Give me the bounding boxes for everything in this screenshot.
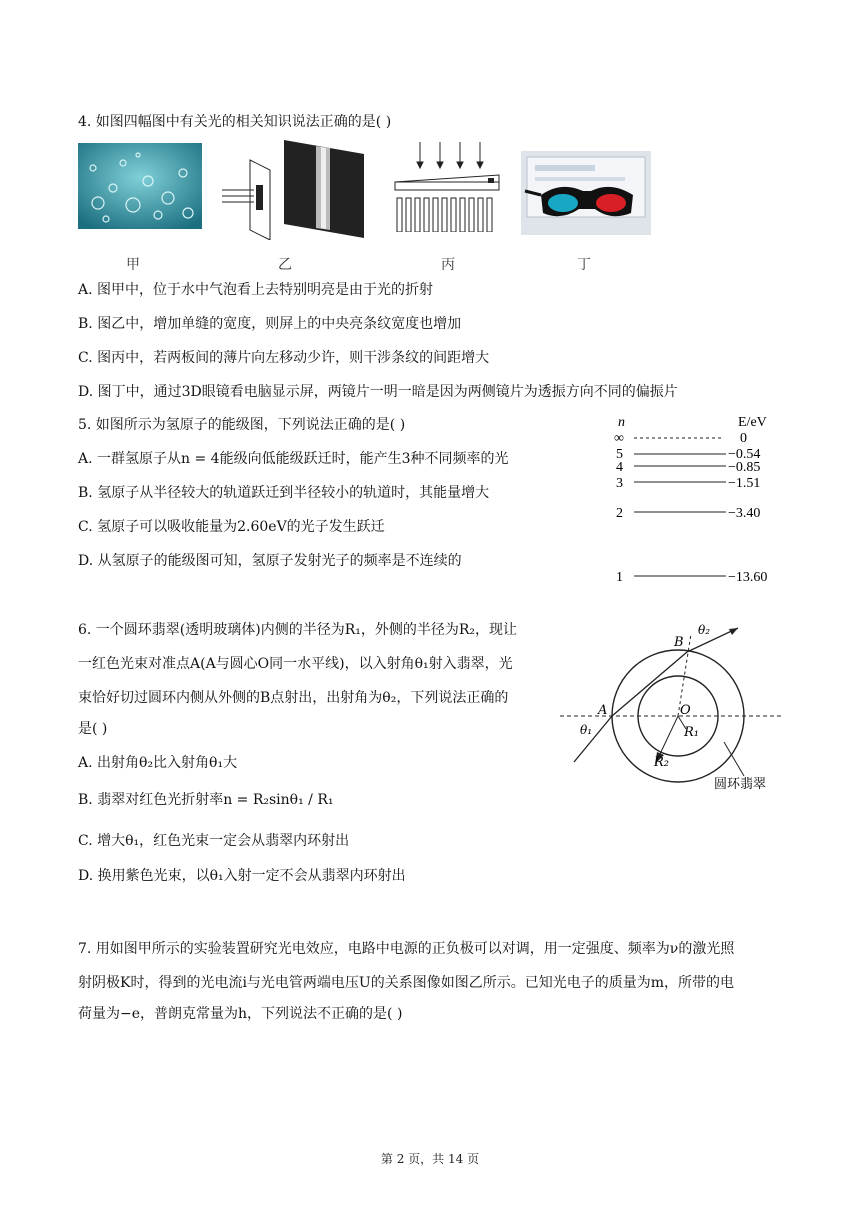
level-e-3: −1.51 [728, 476, 761, 491]
level-n-inf: ∞ [614, 431, 624, 446]
level-n-2: 2 [616, 506, 623, 521]
image-bubbles [78, 143, 202, 229]
label-ring-jade: 圆环翡翠 [714, 777, 767, 792]
label-theta2: θ₂ [698, 623, 711, 637]
q5-option-d: D. 从氢原子的能级图可知，氢原子发射光子的频率是不连续的 [78, 553, 462, 569]
energy-level-diagram [606, 408, 796, 593]
caption-jia: 甲 [126, 257, 140, 273]
q7-line-3: 荷量为−e，普朗克常量为h，下列说法不正确的是( ) [78, 1006, 403, 1022]
label-theta1: θ₁ [580, 723, 593, 737]
q4-title: 4. 如图四幅图中有关光的相关知识说法正确的是( ) [78, 114, 392, 130]
q6-option-d: D. 换用紫色光束，以θ₁入射一定不会从翡翠内环射出 [78, 868, 406, 884]
header-n: n [618, 415, 625, 430]
level-n-5: 5 [616, 447, 623, 462]
q5-option-c: C. 氢原子可以吸收能量为2.60eV的光子发生跃迁 [78, 519, 385, 535]
level-n-1: 1 [616, 570, 623, 585]
label-r2: R₂ [654, 755, 669, 770]
q6-line-3: 束恰好切过圆环内侧从外侧的B点射出，出射角为θ₂，下列说法正确的 [78, 690, 509, 706]
level-e-4: −0.85 [728, 460, 761, 475]
caption-bing: 丙 [441, 257, 455, 273]
header-energy: E/eV [738, 415, 767, 430]
level-e-1: −13.60 [728, 570, 768, 585]
label-b: B [674, 635, 684, 650]
level-e-inf: 0 [740, 431, 747, 446]
q6-line-1: 6. 一个圆环翡翠(透明玻璃体)内侧的半径为R₁，外侧的半径为R₂，现让 [78, 622, 518, 638]
ring-pointer [724, 742, 744, 776]
q7-line-2: 射阴极K时，得到的光电流i与光电管两端电压U的关系图像如图乙所示。已知光电子的质量为m，所带的电 [78, 975, 735, 991]
q5-option-b: B. 氢原子从半径较大的轨道跃迁到半径较小的轨道时，其能量增大 [78, 485, 490, 501]
q6-line-4: 是( ) [78, 721, 108, 737]
level-e-5: −0.54 [728, 447, 761, 462]
caption-ding: 丁 [577, 257, 591, 273]
image-thin-film [392, 140, 504, 232]
q5-option-a: A. 一群氢原子从n = 4能级向低能级跃迁时，能产生3种不同频率的光 [78, 451, 509, 467]
refracted-ray [612, 652, 687, 716]
label-r1: R₁ [684, 725, 699, 740]
q4-option-d: D. 图丁中，通过3D眼镜看电脑显示屏，两镜片一明一暗是因为两侧镜片为透振方向不同的偏振片 [78, 384, 678, 400]
q6-option-a: A. 出射角θ₂比入射角θ₁大 [78, 755, 238, 771]
page-footer: 第 2 页，共 14 页 [380, 1152, 480, 1166]
radius-r2 [660, 716, 678, 754]
label-o: O [680, 703, 691, 718]
label-a: A [598, 703, 608, 718]
image-3d-glasses [521, 151, 651, 235]
image-single-slit [222, 140, 372, 240]
q7-line-1: 7. 用如图甲所示的实验装置研究光电效应，电路中电源的正负极可以对调，用一定强度、频率为ν的激光照 [78, 941, 735, 957]
q6-line-2: 一红色光束对准点A(A与圆心O同一水平线)，以入射角θ₁射入翡翠，光 [78, 656, 513, 672]
ring-jade-diagram [556, 614, 786, 794]
level-n-3: 3 [616, 476, 623, 491]
q6-option-b: B. 翡翠对红色光折射率n = R₂sinθ₁ / R₁ [78, 792, 334, 808]
q4-option-b: B. 图乙中，增加单缝的宽度，则屏上的中央亮条纹宽度也增加 [78, 316, 462, 332]
q4-option-a: A. 图甲中，位于水中气泡看上去特别明亮是由于光的折射 [78, 282, 434, 298]
q6-option-c: C. 增大θ₁，红色光束一定会从翡翠内环射出 [78, 833, 350, 849]
level-n-4: 4 [616, 460, 623, 475]
q5-title: 5. 如图所示为氢原子的能级图，下列说法正确的是( ) [78, 417, 406, 433]
q4-option-c: C. 图丙中，若两板间的薄片向左移动少许，则干涉条纹的间距增大 [78, 350, 490, 366]
level-e-2: −3.40 [728, 506, 761, 521]
caption-yi: 乙 [278, 257, 292, 273]
